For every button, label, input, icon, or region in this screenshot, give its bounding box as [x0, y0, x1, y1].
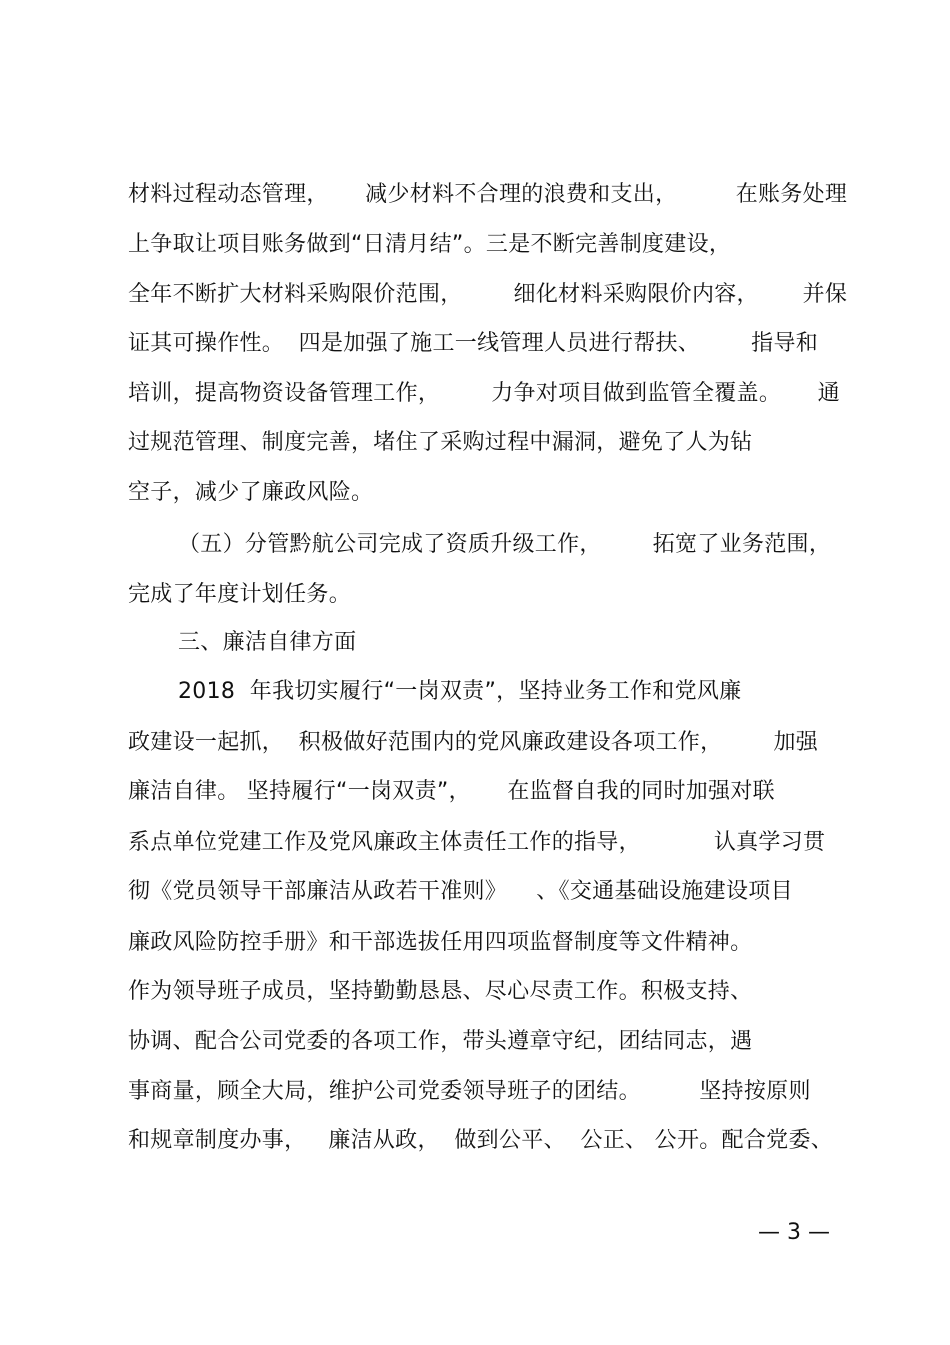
text-line: 系点单位党建工作及党风廉政主体责任工作的指导， 认真学习贯: [128, 830, 826, 855]
text-line: 廉洁自律。 坚持履行“一岗双责”， 在监督自我的同时加强对联: [128, 779, 775, 804]
text-line: 全年不断扩大材料采购限价范围， 细化材料采购限价内容， 并保: [128, 282, 848, 307]
section-heading: 三、廉洁自律方面: [178, 630, 357, 655]
text-line: 证其可操作性。 四是加强了施工一线管理人员进行帮扶、 指导和: [128, 331, 819, 356]
text-line: 事商量，顾全大局，维护公司党委领导班子的团结。 坚持按原则: [128, 1079, 811, 1104]
text-line: 彻《党员领导干部廉洁从政若干准则》 、《交通基础设施建设项目: [128, 879, 793, 904]
text-line: 空子，减少了廉政风险。: [128, 480, 374, 505]
text-line: 2018 年我切实履行“一岗双责”，坚持业务工作和党风廉: [178, 679, 742, 704]
text-line: 培训，提高物资设备管理工作， 力争对项目做到监管全覆盖。 通: [128, 381, 840, 406]
text-line: 政建设一起抓， 积极做好范围内的党风廉政建设各项工作， 加强: [128, 730, 819, 755]
text-line: 作为领导班子成员，坚持勤勤恳恳、尽心尽责工作。积极支持、: [128, 979, 753, 1004]
page-number: — 3 —: [758, 1220, 830, 1245]
text-line: 和规章制度办事， 廉洁从政， 做到公平、 公正、 公开。配合党委、: [128, 1128, 834, 1153]
text-line: 完成了年度计划任务。: [128, 582, 352, 607]
text-line: 材料过程动态管理， 减少材料不合理的浪费和支出， 在账务处理: [128, 182, 848, 207]
text-line: 上争取让项目账务做到“日清月结”。三是不断完善制度建设，: [128, 232, 732, 257]
text-line: 廉政风险防控手册》和干部选拔任用四项监督制度等文件精神。: [128, 930, 753, 955]
text-line: 协调、配合公司党委的各项工作，带头遵章守纪，团结同志，遇: [128, 1029, 753, 1054]
text-line: （五）分管黔航公司完成了资质升级工作， 拓宽了业务范围，: [178, 532, 832, 557]
text-line: 过规范管理、制度完善，堵住了采购过程中漏洞，避免了人为钻: [128, 430, 753, 455]
